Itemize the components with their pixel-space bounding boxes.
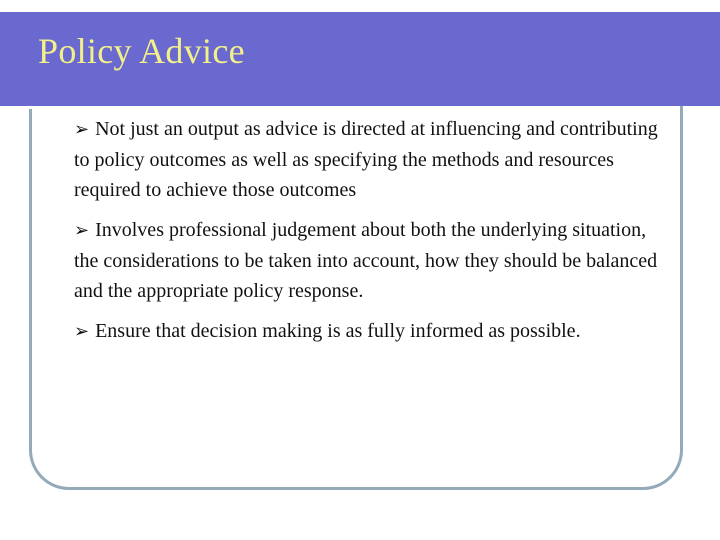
- bullet-item: [74, 215, 664, 306]
- bullet-text: Not just an output as advice is directed at influencing and contributing to policy outcomes as well as specifying the methods and resources required to achieve those outcomes: [74, 118, 658, 201]
- bullet-item: [74, 316, 664, 347]
- bullet-list: [74, 114, 664, 357]
- arrow-bullet-icon: ➢: [74, 220, 90, 241]
- arrow-bullet-icon: ➢: [74, 119, 90, 140]
- slide-title: Policy Advice: [38, 31, 245, 71]
- arrow-bullet-icon: ➢: [74, 321, 90, 342]
- bullet-text: Involves professional judgement about both the underlying situation, the considerations to be taken into account, how they should be balanced and the appropriate policy response.: [74, 219, 658, 302]
- bullet-text: Ensure that decision making is as fully informed as possible.: [95, 320, 581, 342]
- bullet-item: [74, 114, 664, 205]
- title-underline: [0, 106, 636, 109]
